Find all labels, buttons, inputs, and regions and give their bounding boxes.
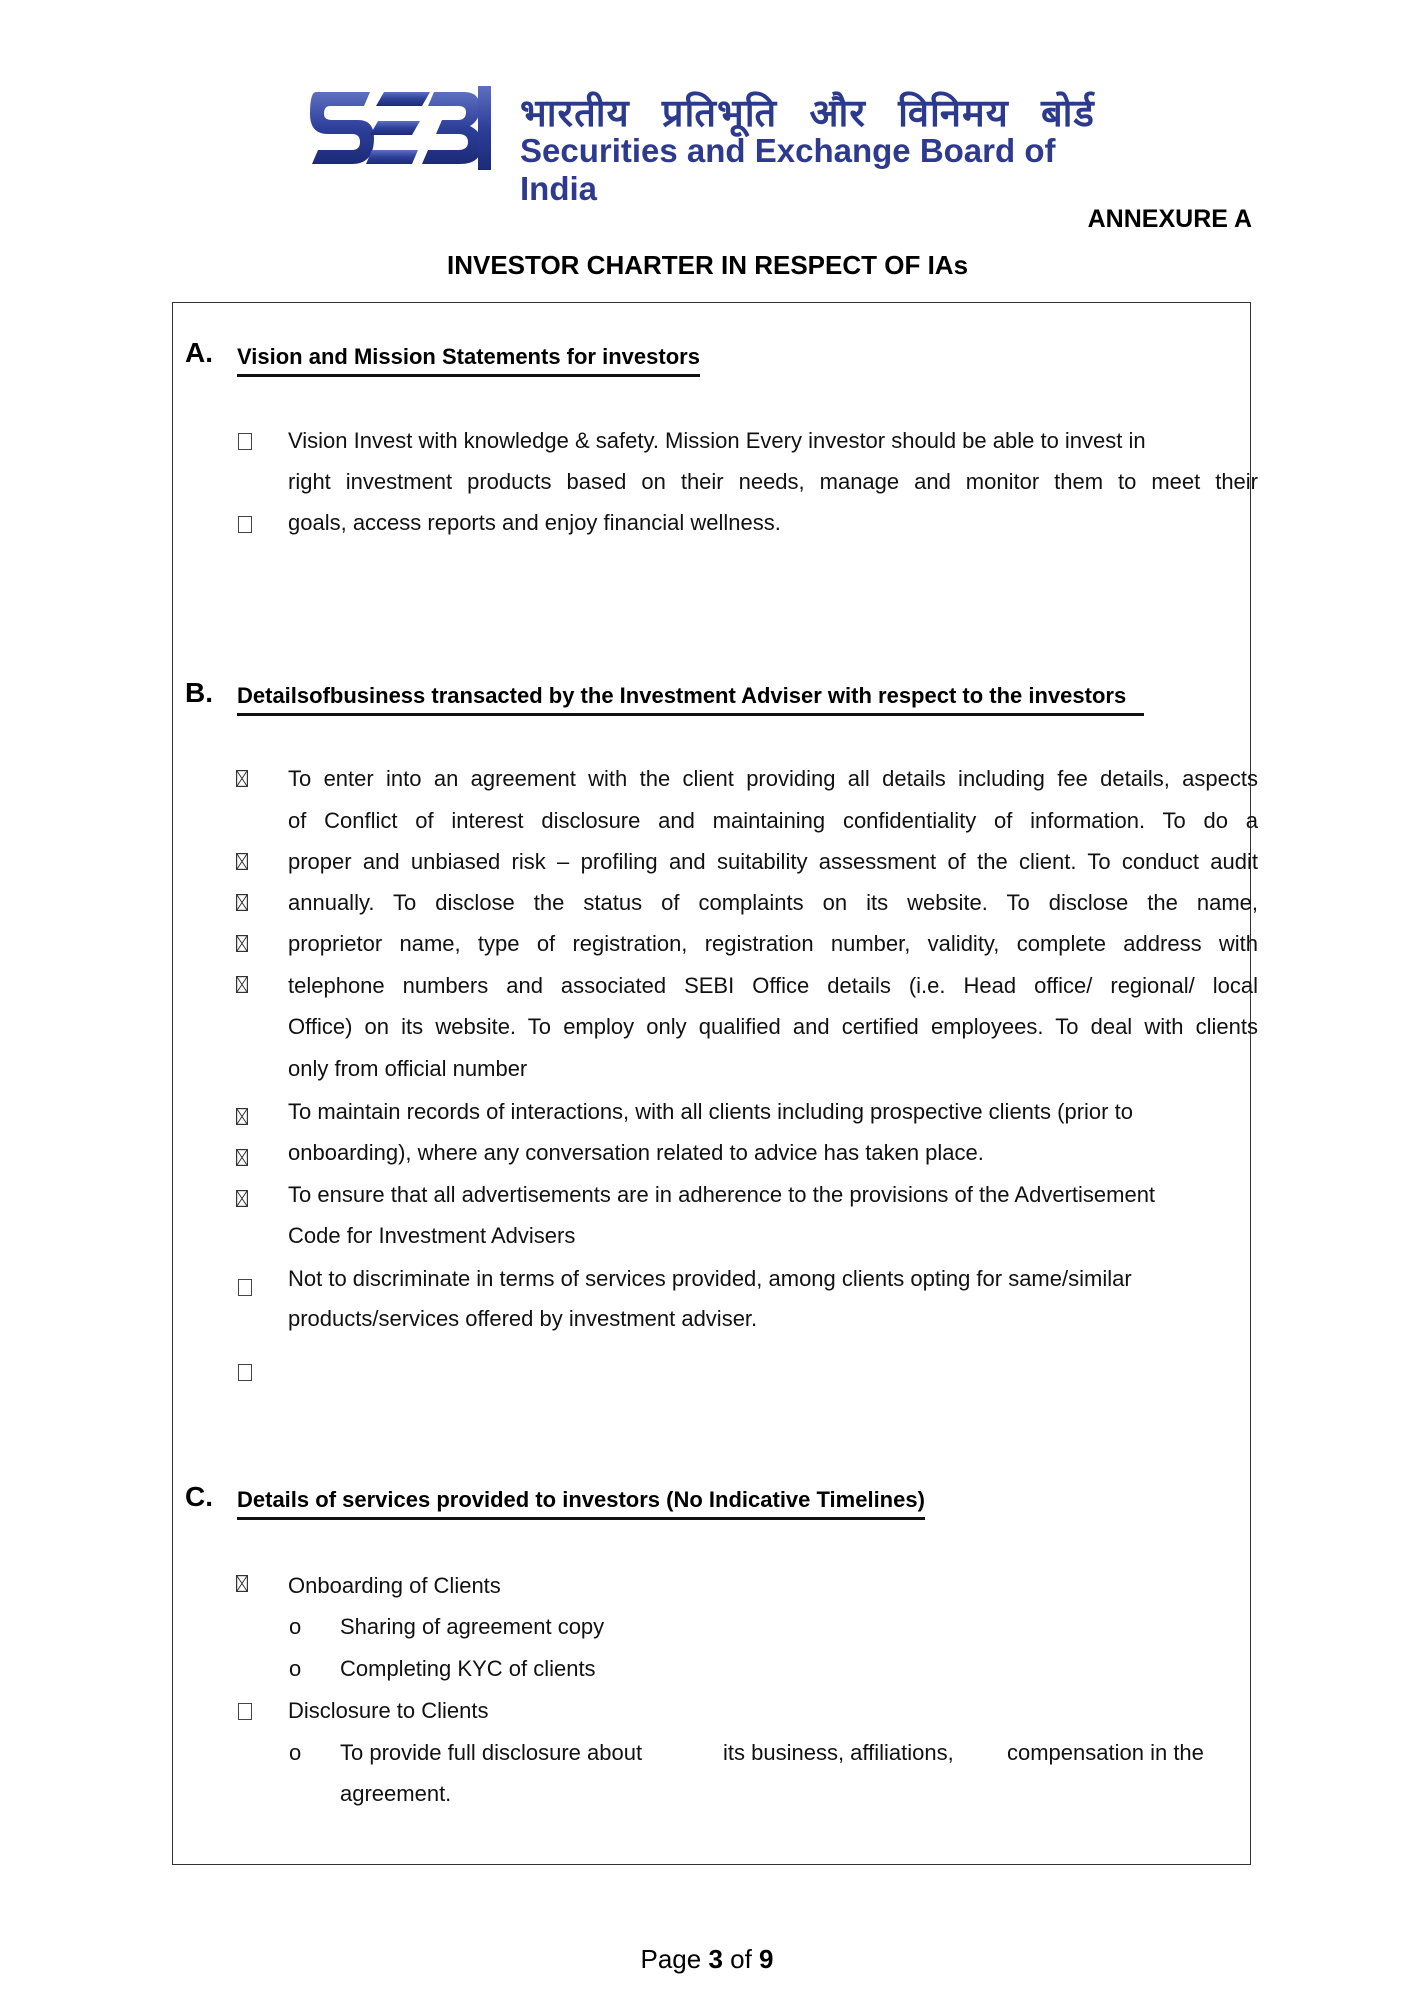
section-c-heading: Details of services provided to investors (No Indicative Timelines) bbox=[237, 1487, 925, 1520]
section-a-line: right investment products based on their needs, manage and monitor them to meet their bbox=[288, 469, 1258, 494]
section-b-line: Office) on its website. To employ only qualified and certified employees. To deal with clients bbox=[288, 1014, 1258, 1039]
service-subitem-part: To provide full disclosure about bbox=[340, 1740, 643, 1765]
section-b-line: annually. To disclose the status of complaints on its website. To disclose the name, bbox=[288, 890, 1258, 915]
x-box-bullet-icon bbox=[236, 935, 248, 952]
service-subitem: Sharing of agreement copy bbox=[340, 1614, 605, 1639]
empty-box-bullet-icon bbox=[238, 1364, 252, 1381]
empty-box-bullet-icon bbox=[238, 433, 252, 450]
total-pages: 9 bbox=[759, 1944, 774, 1974]
section-b-line: To ensure that all advertisements are in adherence to the provisions of the Advertisement bbox=[288, 1182, 1156, 1207]
section-b-line: Code for Investment Advisers bbox=[288, 1223, 576, 1248]
section-b-line: onboarding), where any conversation related to advice has taken place. bbox=[288, 1140, 984, 1165]
empty-box-bullet-icon bbox=[238, 1703, 252, 1720]
annexure-label: ANNEXURE A bbox=[1087, 205, 1252, 233]
current-page: 3 bbox=[708, 1944, 723, 1974]
circle-bullet-icon: o bbox=[289, 1614, 302, 1639]
section-b-line: Not to discriminate in terms of services provided, among clients opting for same/similar bbox=[288, 1266, 1132, 1291]
section-c-letter: C. bbox=[185, 1481, 213, 1512]
section-b-line: of Conflict of interest disclosure and maintaining confidentiality of information. To do a bbox=[288, 808, 1258, 833]
x-box-bullet-icon bbox=[236, 853, 248, 870]
section-b-letter: B. bbox=[185, 677, 213, 708]
x-box-bullet-icon bbox=[236, 976, 248, 993]
service-item-label: Onboarding of Clients bbox=[288, 1573, 501, 1598]
x-box-bullet-icon bbox=[236, 894, 248, 911]
section-b-line: only from official number bbox=[288, 1056, 528, 1081]
section-a-line: goals, access reports and enjoy financial wellness. bbox=[288, 510, 781, 535]
service-subitem: Completing KYC of clients bbox=[340, 1656, 596, 1681]
section-b-line: To maintain records of interactions, with all clients including prospective clients (prior to bbox=[288, 1099, 1133, 1124]
sebi-logo-mark-icon bbox=[308, 84, 492, 172]
empty-box-bullet-icon bbox=[238, 516, 252, 533]
service-subitem-part: compensation in the bbox=[1007, 1740, 1204, 1765]
empty-box-bullet-icon bbox=[238, 1279, 252, 1296]
section-a-letter: A. bbox=[185, 337, 213, 368]
service-item-label: Disclosure to Clients bbox=[288, 1698, 489, 1723]
section-b-line: telephone numbers and associated SEBI Office details (i.e. Head office/ regional/ local bbox=[288, 973, 1258, 998]
circle-bullet-icon: o bbox=[289, 1656, 302, 1681]
x-box-bullet-icon bbox=[236, 1190, 248, 1207]
charter-box bbox=[172, 302, 1251, 1865]
page-number: Page 3 of 9 bbox=[640, 1944, 774, 1974]
x-box-bullet-icon bbox=[236, 770, 248, 787]
section-a-line: Vision Invest with knowledge & safety. Mission Every investor should be able to invest in bbox=[288, 428, 1146, 453]
section-b-heading: Detailsofbusiness transacted by the Investment Adviser with respect to the investors bbox=[237, 683, 1144, 716]
sebi-logo bbox=[308, 84, 1113, 207]
logo-english-name: Securities and Exchange Board of India bbox=[520, 132, 1056, 207]
section-b-line: proper and unbiased risk – profiling and suitability assessment of the client. To conduct audit bbox=[288, 849, 1258, 874]
logo-hindi-name: भारतीय प्रतिभूति और विनिमय बोर्ड bbox=[520, 91, 1095, 135]
x-box-bullet-icon bbox=[236, 1575, 248, 1592]
service-subitem-part: its business, affiliations, bbox=[723, 1740, 954, 1765]
page-title: INVESTOR CHARTER IN RESPECT OF IAs bbox=[447, 250, 969, 280]
section-b-line: products/services offered by investment adviser. bbox=[288, 1306, 758, 1331]
service-subitem-continued: agreement. bbox=[340, 1781, 452, 1806]
section-b-line: proprietor name, type of registration, registration number, validity, complete address with bbox=[288, 931, 1258, 956]
x-box-bullet-icon bbox=[236, 1149, 248, 1166]
section-b-line: To enter into an agreement with the client providing all details including fee details, aspects bbox=[288, 766, 1258, 791]
section-a-heading: Vision and Mission Statements for investors bbox=[237, 344, 700, 377]
circle-bullet-icon: o bbox=[289, 1740, 302, 1765]
x-box-bullet-icon bbox=[236, 1108, 248, 1125]
